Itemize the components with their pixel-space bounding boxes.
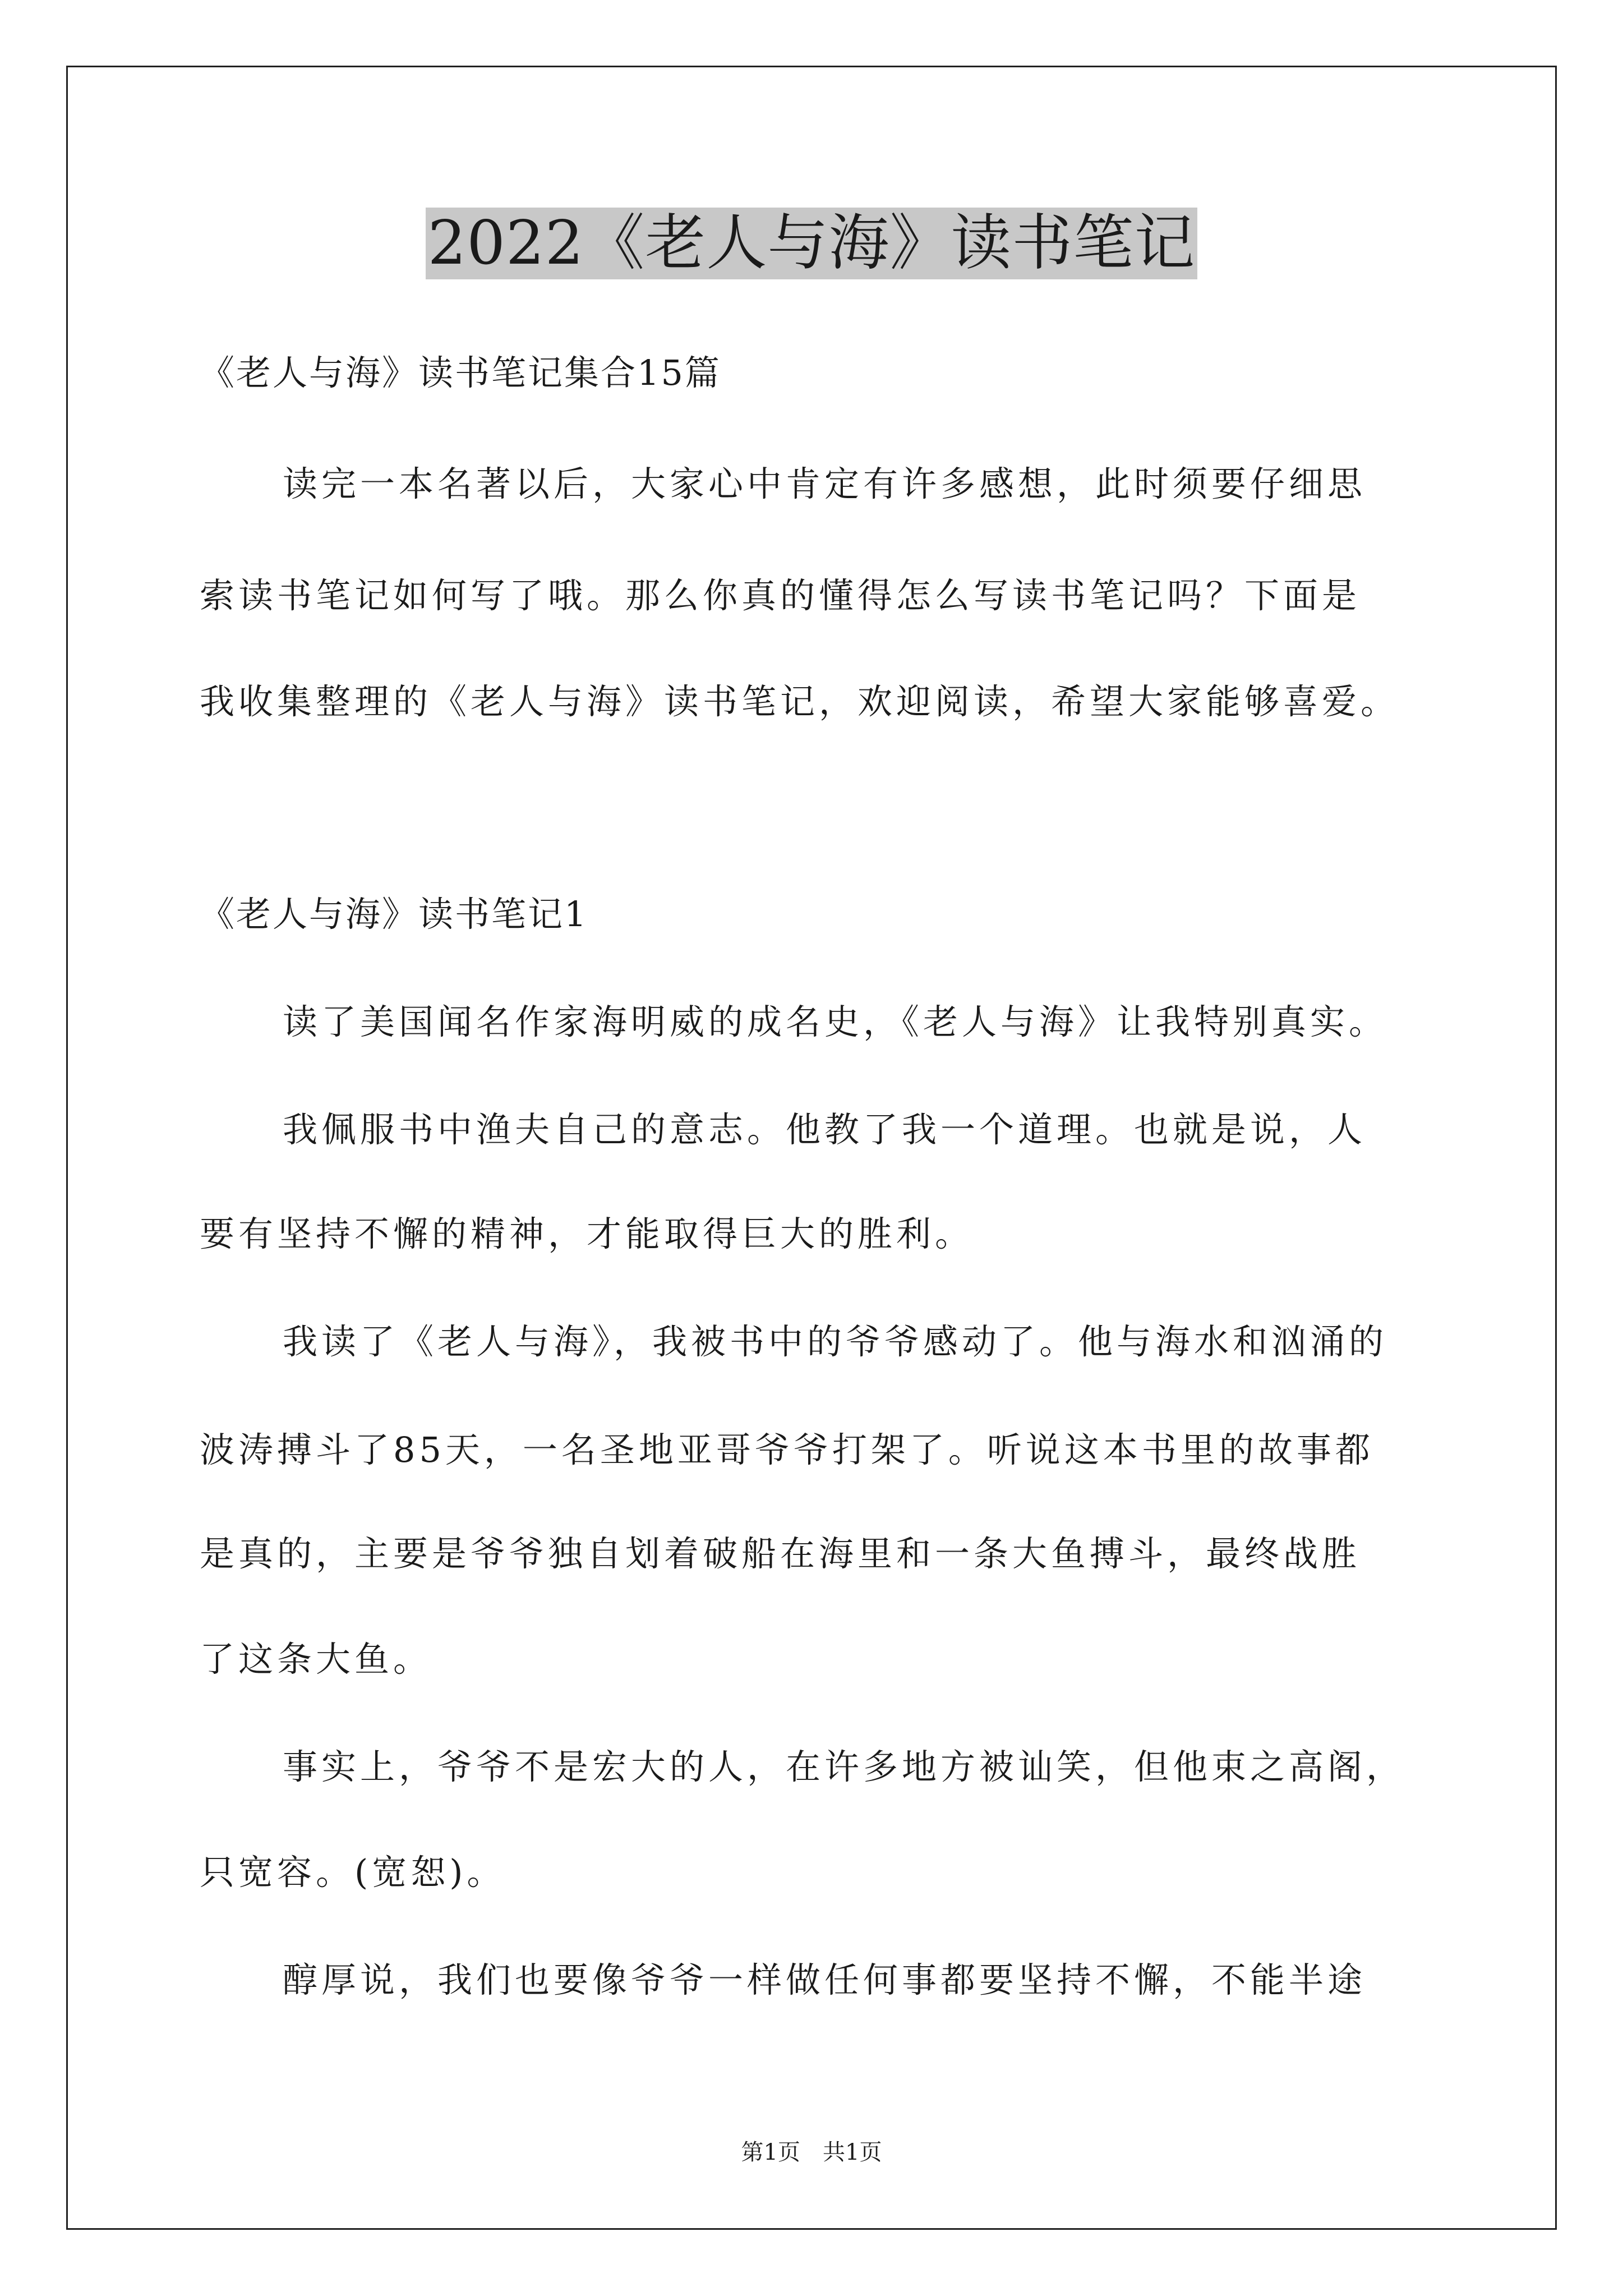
intro-line-1: 读完一本名著以后，大家心中肯定有许多感想，此时须要仔细思 <box>283 463 1367 504</box>
title-container <box>0 208 1623 279</box>
section-heading-1: 《老人与海》读书笔记1 <box>200 894 588 935</box>
intro-line-3: 我收集整理的《老人与海》读书笔记，欢迎阅读，希望大家能够喜爱。 <box>200 681 1400 722</box>
body-line-3: 要有坚持不懈的精神，才能取得巨大的胜利。 <box>200 1213 974 1254</box>
body-line-10: 醇厚说，我们也要像爷爷一样做任何事都要坚持不懈，不能半途 <box>283 1959 1367 2000</box>
body-line-4: 我读了《老人与海》，我被书中的爷爷感动了。他与海水和汹涌的 <box>283 1321 1388 1362</box>
body-line-1: 读了美国闻名作家海明威的成名史，《老人与海》让我特别真实。 <box>283 1001 1388 1042</box>
document-title: 2022《老人与海》读书笔记 <box>426 208 1198 279</box>
body-line-8: 事实上，爷爷不是宏大的人，在许多地方被讪笑，但他束之高阁， <box>283 1746 1405 1787</box>
page-number-footer: 第1页 共1页 <box>741 2139 882 2165</box>
body-line-9: 只宽容。(宽恕)。 <box>200 1852 506 1893</box>
body-line-2: 我佩服书中渔夫自己的意志。他教了我一个道理。也就是说，人 <box>283 1109 1367 1150</box>
collection-subtitle: 《老人与海》读书笔记集合15篇 <box>200 352 721 393</box>
body-line-5: 波涛搏斗了85天，一名圣地亚哥爷爷打架了。听说这本书里的故事都 <box>200 1429 1374 1470</box>
body-line-6: 是真的，主要是爷爷独自划着破船在海里和一条大鱼搏斗，最终战胜 <box>200 1533 1361 1574</box>
intro-line-2: 索读书笔记如何写了哦。那么你真的懂得怎么写读书笔记吗？下面是 <box>200 575 1361 616</box>
body-line-7: 了这条大鱼。 <box>200 1639 432 1680</box>
